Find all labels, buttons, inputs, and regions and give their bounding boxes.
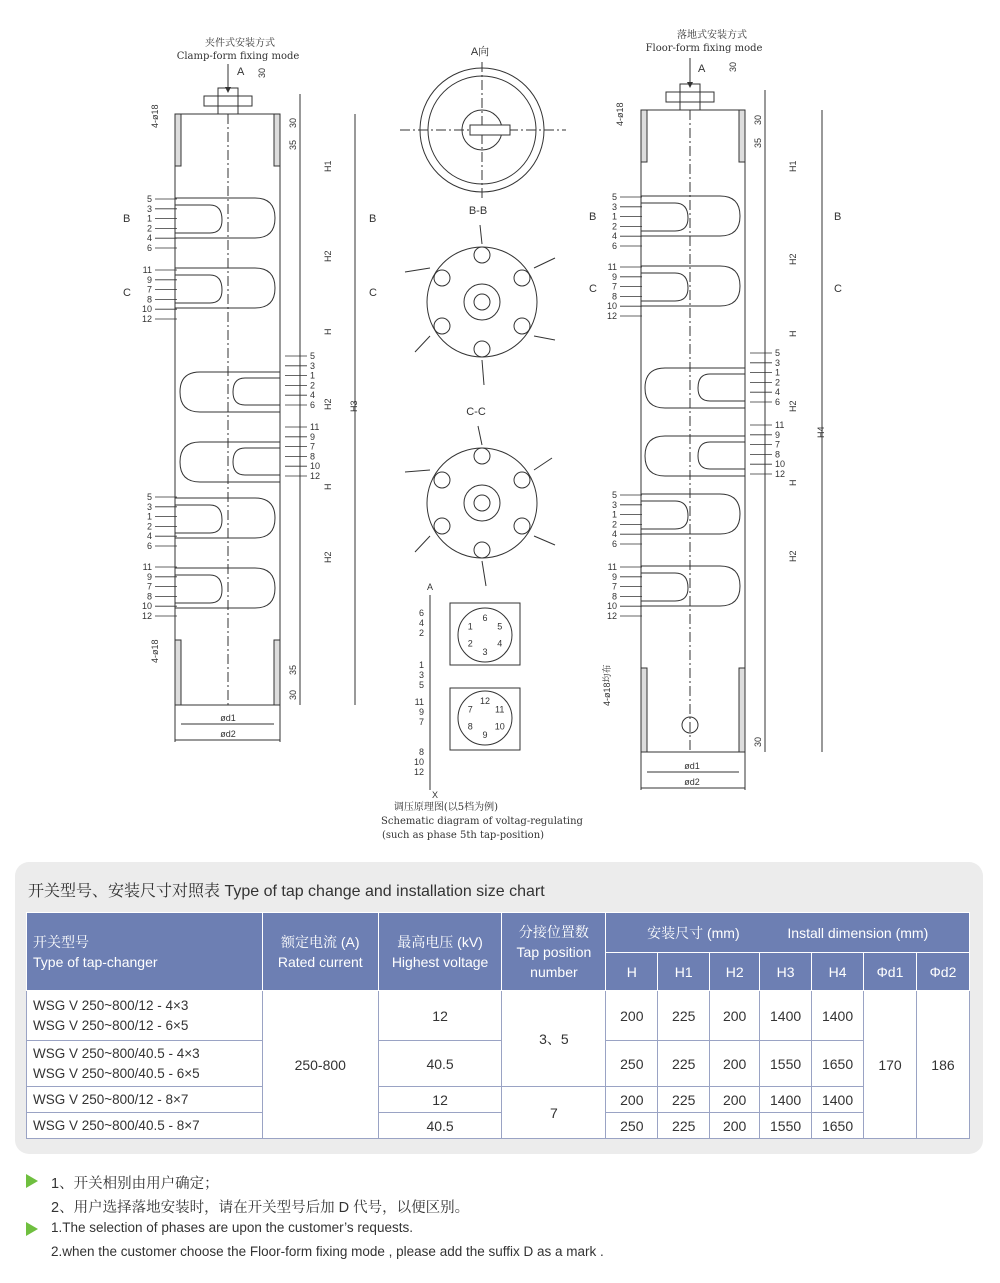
tap-number: 4 xyxy=(775,387,781,398)
header-type-cn: 开关型号 xyxy=(33,933,89,950)
tap-number: 10 xyxy=(775,459,786,470)
dim-h2-left-2: H2 xyxy=(323,398,333,410)
note-cn-2: 2、用户选择落地安装时，请在开关型号后加 D 代号，以便区别。 xyxy=(51,1200,470,1216)
dim-h2-left-3: H2 xyxy=(323,551,333,563)
schematic-caption-en-2: (such as phase 5th tap-position) xyxy=(381,830,545,841)
dim-30-bottom-floor: 30 xyxy=(753,736,763,747)
h1-cell: 225 xyxy=(658,1087,710,1113)
spec-table xyxy=(26,912,970,1139)
header-h1: H1 xyxy=(658,953,710,991)
tap-number: 5 xyxy=(310,351,316,361)
table-row xyxy=(27,991,970,1041)
hole-label-top-right: 4-ø18 xyxy=(615,102,625,126)
tap-number: 7 xyxy=(310,441,316,452)
dim-h-right-1: H xyxy=(788,330,798,337)
h2-cell: 200 xyxy=(710,1113,760,1139)
schematic-number: 5 xyxy=(418,680,424,690)
tap-number: 10 xyxy=(606,601,617,612)
dim-35-left: 35 xyxy=(288,139,298,150)
dim-30-floor: 30 xyxy=(753,114,763,125)
h3-cell: 1550 xyxy=(760,1041,812,1087)
mark-b-floor-right: B xyxy=(834,211,842,223)
tap-number: 8 xyxy=(775,449,781,460)
tap-number: 11 xyxy=(775,420,785,430)
note-cn-1: 1、开关相别由用户确定； xyxy=(26,1170,976,1194)
schematic-number: 3 xyxy=(418,670,424,680)
dim-h-left-2: H xyxy=(323,483,333,490)
tap-number: 3 xyxy=(146,501,152,512)
section-bb-label: B-B xyxy=(468,205,488,217)
tap-number: 1 xyxy=(146,511,152,522)
floor-form-drawing xyxy=(589,28,842,790)
tap-number: 3 xyxy=(775,357,781,368)
tap-number: 1 xyxy=(775,367,781,378)
h-cell: 200 xyxy=(606,991,658,1041)
dim-h2-right-1: H2 xyxy=(788,253,798,265)
tap-number: 5 xyxy=(146,194,152,204)
green-triangle-icon xyxy=(26,1222,38,1236)
header-voltage-en: Highest voltage xyxy=(391,953,489,970)
h-cell: 250 xyxy=(606,1113,658,1139)
h1-cell: 225 xyxy=(658,991,710,1041)
h4-cell: 1650 xyxy=(812,1113,864,1139)
dim-h2-left-1: H2 xyxy=(323,250,333,262)
dim-30-bottom-left: 30 xyxy=(288,689,298,700)
tap-number: 6 xyxy=(310,400,316,410)
tap-number: 8 xyxy=(146,294,152,305)
clamp-caption-en: Clamp-form fixing mode xyxy=(176,51,300,62)
header-tap-en2: number xyxy=(530,963,578,980)
tap-number: 10 xyxy=(141,601,152,612)
tap-number: 12 xyxy=(141,611,152,621)
header-current xyxy=(262,913,378,991)
clamp-caption-cn: 夹件式安装方式 xyxy=(205,38,275,49)
h3-cell: 1400 xyxy=(760,991,812,1041)
header-voltage-cn: 最高电压 (kV) xyxy=(397,933,483,950)
section-cc xyxy=(405,406,555,586)
header-tap xyxy=(502,913,606,991)
tap-number: 10 xyxy=(310,461,321,472)
header-current-en: Rated current xyxy=(277,953,363,970)
tap-number: 5 xyxy=(775,348,781,358)
tap-number: 7 xyxy=(611,281,617,292)
h-cell: 250 xyxy=(606,1041,658,1087)
tap-number: 2 xyxy=(146,521,152,532)
switch-contact-number: 11 xyxy=(495,704,505,715)
tap-number: 6 xyxy=(611,539,617,549)
d1-cell: 170 xyxy=(864,991,917,1139)
tap-number: 9 xyxy=(775,429,781,440)
voltage-cell: 40.5 xyxy=(378,1041,502,1087)
dim-h2-right-3: H2 xyxy=(788,550,798,562)
schematic-diagram xyxy=(427,582,520,800)
mark-c-right: C xyxy=(369,287,377,299)
h-cell: 200 xyxy=(606,1087,658,1113)
tap-cell: 7 xyxy=(502,1087,606,1139)
voltage-cell: 40.5 xyxy=(378,1113,502,1139)
tap-number: 12 xyxy=(310,471,321,481)
schematic-caption-cn: 调压原理图(以5档为例) xyxy=(393,802,499,813)
schematic-number: 2 xyxy=(418,628,424,638)
model-name: WSG V 250~800/40.5 - 6×5 xyxy=(33,1065,200,1081)
hole-label-bottom-left: 4-ø18 xyxy=(150,639,160,663)
section-cc-label: C-C xyxy=(466,406,486,418)
tap-number: 11 xyxy=(142,562,152,572)
tap-number: 9 xyxy=(611,271,617,282)
h2-cell: 200 xyxy=(710,1041,760,1087)
rated-current-cell: 250-800 xyxy=(262,991,378,1139)
tap-number: 3 xyxy=(611,201,617,212)
tap-number: 9 xyxy=(146,274,152,285)
mark-c-left: C xyxy=(123,287,131,299)
tap-number: 7 xyxy=(146,581,152,592)
floor-tap-numbers xyxy=(607,192,785,621)
tap-number: 8 xyxy=(310,451,316,462)
green-triangle-icon xyxy=(26,1174,38,1188)
header-install-cn: 安装尺寸 (mm) xyxy=(647,924,740,941)
dim-d2-left: ød2 xyxy=(220,729,236,739)
table-row xyxy=(27,1041,970,1087)
table-row xyxy=(27,1113,970,1139)
header-h4: H4 xyxy=(812,953,864,991)
h2-cell: 200 xyxy=(710,1087,760,1113)
dim-30-top: 30 xyxy=(257,67,267,78)
tap-cell: 3、5 xyxy=(502,991,606,1087)
schematic-number: 7 xyxy=(418,717,424,727)
tap-number: 2 xyxy=(310,380,316,391)
model-name: WSG V 250~800/12 - 6×5 xyxy=(33,1017,189,1033)
tap-number: 12 xyxy=(606,611,617,621)
model-name: WSG V 250~800/12 - 4×3 xyxy=(33,997,189,1013)
note-en-2: 2.when the customer choose the Floor-form fixing mode , please add the suffix D as a mark . xyxy=(51,1244,604,1259)
dim-h1-left: H1 xyxy=(323,160,333,172)
note-en-1: 1.The selection of phases are upon the customer’s requests. xyxy=(26,1218,976,1242)
clamp-form-drawing xyxy=(123,36,377,742)
schematic-number: 9 xyxy=(418,707,424,717)
tap-number: 7 xyxy=(775,439,781,450)
switch-contact-number: 3 xyxy=(482,647,488,657)
switch-contact-number: 1 xyxy=(467,621,473,632)
schematic-number: 4 xyxy=(418,618,424,628)
view-a xyxy=(400,44,566,198)
dim-d2-right: ød2 xyxy=(684,777,700,787)
schematic-caption-en-1: Schematic diagram of voltag-regulating xyxy=(381,816,583,827)
tap-number: 8 xyxy=(146,591,152,602)
h1-cell: 225 xyxy=(658,1113,710,1139)
tap-number: 7 xyxy=(611,581,617,592)
dim-35-floor: 35 xyxy=(753,137,763,148)
header-type xyxy=(27,913,263,991)
switch-contact-number: 4 xyxy=(497,638,503,649)
tap-number: 7 xyxy=(146,284,152,295)
dim-35-bottom-left: 35 xyxy=(288,664,298,675)
tap-number: 4 xyxy=(611,529,617,540)
tap-number: 6 xyxy=(775,397,781,407)
model-cell xyxy=(27,1041,263,1087)
schematic-number: 10 xyxy=(413,757,424,767)
model-name: WSG V 250~800/12 - 8×7 xyxy=(27,1087,263,1113)
model-name: WSG V 250~800/40.5 - 8×7 xyxy=(27,1113,263,1139)
switch-contact-number: 10 xyxy=(494,721,505,732)
floor-caption-cn: 落地式安装方式 xyxy=(677,30,747,41)
tap-number: 4 xyxy=(310,390,316,401)
dim-h3: H3 xyxy=(349,400,359,412)
h1-cell: 225 xyxy=(658,1041,710,1087)
h4-cell: 1650 xyxy=(812,1041,864,1087)
dim-h-right-2: H xyxy=(788,479,798,486)
h2-cell: 200 xyxy=(710,991,760,1041)
tap-number: 5 xyxy=(611,192,617,202)
switch-contact-number: 9 xyxy=(482,730,488,740)
tap-number: 10 xyxy=(606,301,617,312)
dim-d1-right: ød1 xyxy=(684,761,700,771)
h3-cell: 1550 xyxy=(760,1113,812,1139)
tap-number: 2 xyxy=(611,221,617,232)
dim-h4: H4 xyxy=(816,426,826,438)
schematic-number: 11 xyxy=(414,697,424,707)
switch-contact-number: 2 xyxy=(467,638,473,649)
tap-number: 11 xyxy=(607,562,617,572)
tap-number: 1 xyxy=(611,211,617,222)
schematic-numbers xyxy=(414,608,505,777)
dim-d1-left: ød1 xyxy=(220,713,236,723)
tap-number: 6 xyxy=(146,243,152,253)
table-row xyxy=(27,1087,970,1113)
tap-number: 4 xyxy=(146,531,152,542)
mark-b-left: B xyxy=(123,213,131,225)
chart-title: 开关型号、安装尺寸对照表 Type of tap change and installation size chart xyxy=(28,883,545,900)
tap-number: 4 xyxy=(611,231,617,242)
tap-number: 6 xyxy=(146,541,152,551)
tap-number: 11 xyxy=(310,422,320,432)
mark-c-floor-right: C xyxy=(834,283,842,295)
voltage-cell: 12 xyxy=(378,1087,502,1113)
view-a-label: A向 xyxy=(470,46,490,58)
header-tap-cn: 分接位置数 xyxy=(518,923,589,940)
header-d2: Φd2 xyxy=(916,953,969,991)
tap-number: 9 xyxy=(611,571,617,582)
clamp-tap-numbers xyxy=(142,194,320,621)
mark-c-floor-left: C xyxy=(589,283,597,295)
mark-b-floor-left: B xyxy=(589,211,597,223)
h4-cell: 1400 xyxy=(812,1087,864,1113)
tap-number: 3 xyxy=(310,360,316,371)
schematic-term-x: X xyxy=(432,790,439,800)
tap-number: 1 xyxy=(146,213,152,224)
tap-number: 9 xyxy=(146,571,152,582)
tap-number: 2 xyxy=(146,223,152,234)
tap-number: 12 xyxy=(775,469,786,479)
schematic-term-a: A xyxy=(427,582,434,592)
header-current-cn: 额定电流 (A) xyxy=(280,933,360,950)
tap-number: 2 xyxy=(775,377,781,388)
header-tap-en1: Tap position xyxy=(516,943,592,960)
tap-number: 8 xyxy=(611,291,617,302)
tap-number: 12 xyxy=(141,314,152,324)
arrow-a-label-floor: A xyxy=(698,63,706,75)
tap-number: 6 xyxy=(611,241,617,251)
header-d1: Φd1 xyxy=(864,953,917,991)
notes xyxy=(26,1170,976,1266)
tap-number: 3 xyxy=(146,203,152,214)
header-h3: H3 xyxy=(760,953,812,991)
hole-label-floor: 4-ø18均布 xyxy=(602,664,612,706)
section-bb xyxy=(405,205,555,385)
tap-number: 4 xyxy=(146,233,152,244)
dim-h1-right: H1 xyxy=(788,160,798,172)
tap-number: 12 xyxy=(606,311,617,321)
tap-number: 8 xyxy=(611,591,617,602)
header-h: H xyxy=(606,953,658,991)
h4-cell: 1400 xyxy=(812,991,864,1041)
d2-cell: 186 xyxy=(916,991,969,1139)
tap-number: 9 xyxy=(310,431,316,442)
h3-cell: 1400 xyxy=(760,1087,812,1113)
dim-h2-right-2: H2 xyxy=(788,400,798,412)
tap-number: 1 xyxy=(611,509,617,520)
header-install xyxy=(606,913,970,953)
tap-number: 10 xyxy=(141,304,152,315)
header-install-en: Install dimension (mm) xyxy=(787,924,929,941)
model-name: WSG V 250~800/40.5 - 4×3 xyxy=(33,1045,200,1061)
tap-number: 11 xyxy=(142,265,152,275)
dim-30-top-floor: 30 xyxy=(728,61,738,72)
schematic-number: 12 xyxy=(413,767,424,777)
dim-30-left: 30 xyxy=(288,117,298,128)
tap-number: 5 xyxy=(146,492,152,502)
header-type-en: Type of tap-changer xyxy=(33,953,158,970)
model-cell xyxy=(27,991,263,1041)
mark-b-right: B xyxy=(369,213,377,225)
hole-label-top-left: 4-ø18 xyxy=(150,104,160,128)
voltage-cell: 12 xyxy=(378,991,502,1041)
switch-contact-number: 8 xyxy=(467,721,473,732)
tap-number: 2 xyxy=(611,519,617,530)
switch-contact-number: 5 xyxy=(497,621,503,632)
schematic-number: 6 xyxy=(418,608,424,618)
arrow-a-label: A xyxy=(237,66,245,78)
schematic-number: 1 xyxy=(418,660,424,670)
switch-contact-number: 12 xyxy=(479,696,491,706)
floor-caption-en: Floor-form fixing mode xyxy=(645,43,763,54)
header-voltage xyxy=(378,913,502,991)
tap-number: 3 xyxy=(611,499,617,510)
switch-contact-number: 7 xyxy=(467,704,473,715)
tap-number: 1 xyxy=(310,370,316,381)
schematic-number: 8 xyxy=(418,747,424,757)
tap-number: 5 xyxy=(611,490,617,500)
dim-h-left-1: H xyxy=(323,328,333,335)
header-h2: H2 xyxy=(710,953,760,991)
switch-contact-number: 6 xyxy=(482,613,488,623)
tap-number: 11 xyxy=(607,262,617,272)
